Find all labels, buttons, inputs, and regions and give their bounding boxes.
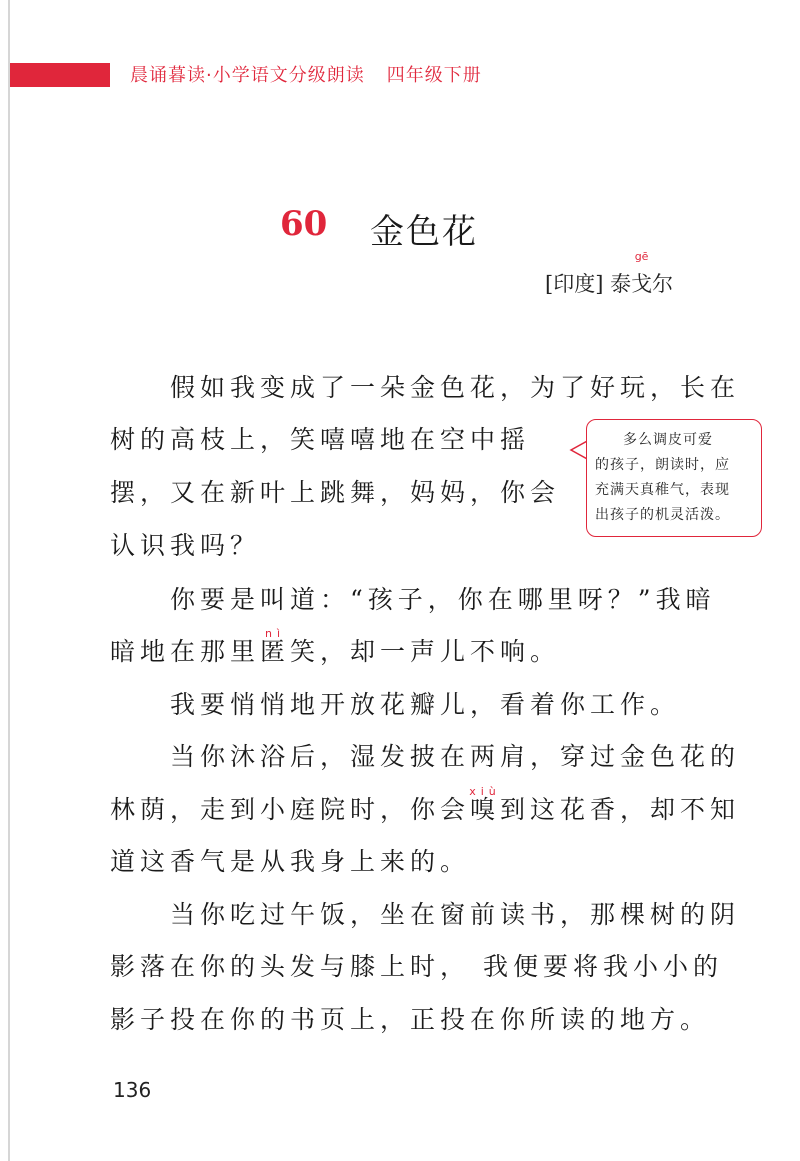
header-color-bar — [10, 63, 110, 87]
text-segment: 林荫，走到小庭院时，你会 — [110, 795, 471, 824]
paragraph-1-line-4: 认识我吗？ — [110, 531, 261, 560]
lesson-number: 60 — [280, 204, 328, 244]
note-line: 出孩子的机灵活泼。 — [595, 507, 730, 523]
char-with-pinyin — [260, 627, 291, 672]
author-line — [545, 250, 674, 298]
text-segment: 笑，却一声儿不响。 — [290, 637, 561, 666]
paragraph-1-line-1: 假如我变成了一朵金色花，为了好玩，长在 — [170, 373, 741, 402]
paragraph-2-line-1: 你要是叫道：“孩子，你在哪里呀？”我暗 — [170, 585, 716, 614]
author-country: [印度] — [545, 272, 604, 296]
author-char: 戈 — [631, 272, 653, 296]
paragraph-3-line-1: 我要悄悄地开放花瓣儿，看着你工作。 — [170, 690, 681, 719]
paragraph-4-line-2 — [110, 785, 741, 830]
paragraph-5-line-1: 当你吃过午饭，坐在窗前读书，那棵树的阴 — [170, 900, 741, 929]
paragraph-5-line-2: 影落在你的头发与膝上时， 我便要将我小小的 — [110, 952, 723, 981]
paragraph-1-line-3: 摆，又在新叶上跳舞，妈妈，你会 — [110, 478, 561, 507]
annotated-char: 嗅 — [470, 795, 501, 824]
lesson-title: 金色花 — [370, 212, 478, 252]
paragraph-4-line-1: 当你沐浴后，湿发披在两肩，穿过金色花的 — [170, 742, 741, 771]
pinyin-annotation: xiù — [469, 785, 501, 798]
lesson-title-row — [0, 200, 800, 260]
text-segment: 到这花香，却不知 — [500, 795, 741, 824]
note-line: 充满天真稚气，表现 — [595, 482, 730, 498]
reading-note — [586, 419, 762, 537]
pinyin-annotation: gē — [634, 250, 649, 263]
annotated-char: 匿 — [260, 637, 291, 666]
paragraph-4-line-3: 道这香气是从我身上来的。 — [110, 847, 471, 876]
char-with-pinyin — [469, 785, 501, 830]
paragraph-5-line-3: 影子投在你的书页上，正投在你所读的地方。 — [110, 1005, 711, 1034]
text-segment: 暗地在那里 — [110, 637, 261, 666]
note-line: 的孩子，朗读时，应 — [595, 457, 730, 473]
note-line: 多么调皮可爱 — [623, 432, 713, 448]
author-char: 尔 — [652, 272, 674, 296]
page-number: 136 — [113, 1078, 152, 1102]
author-char-with-pinyin — [631, 250, 653, 298]
paragraph-2-line-2 — [110, 627, 561, 672]
running-header — [130, 63, 482, 89]
grade-label: 四年级下册 — [386, 65, 482, 86]
page-edge-line — [8, 0, 10, 1161]
author-name — [610, 250, 674, 296]
series-title: 晨诵暮读·小学语文分级朗读 — [130, 65, 365, 86]
author-char: 泰 — [610, 272, 632, 296]
paragraph-1-line-2: 树的高枝上，笑嘻嘻地在空中摇 — [110, 425, 531, 454]
pinyin-annotation: nì — [265, 627, 286, 640]
